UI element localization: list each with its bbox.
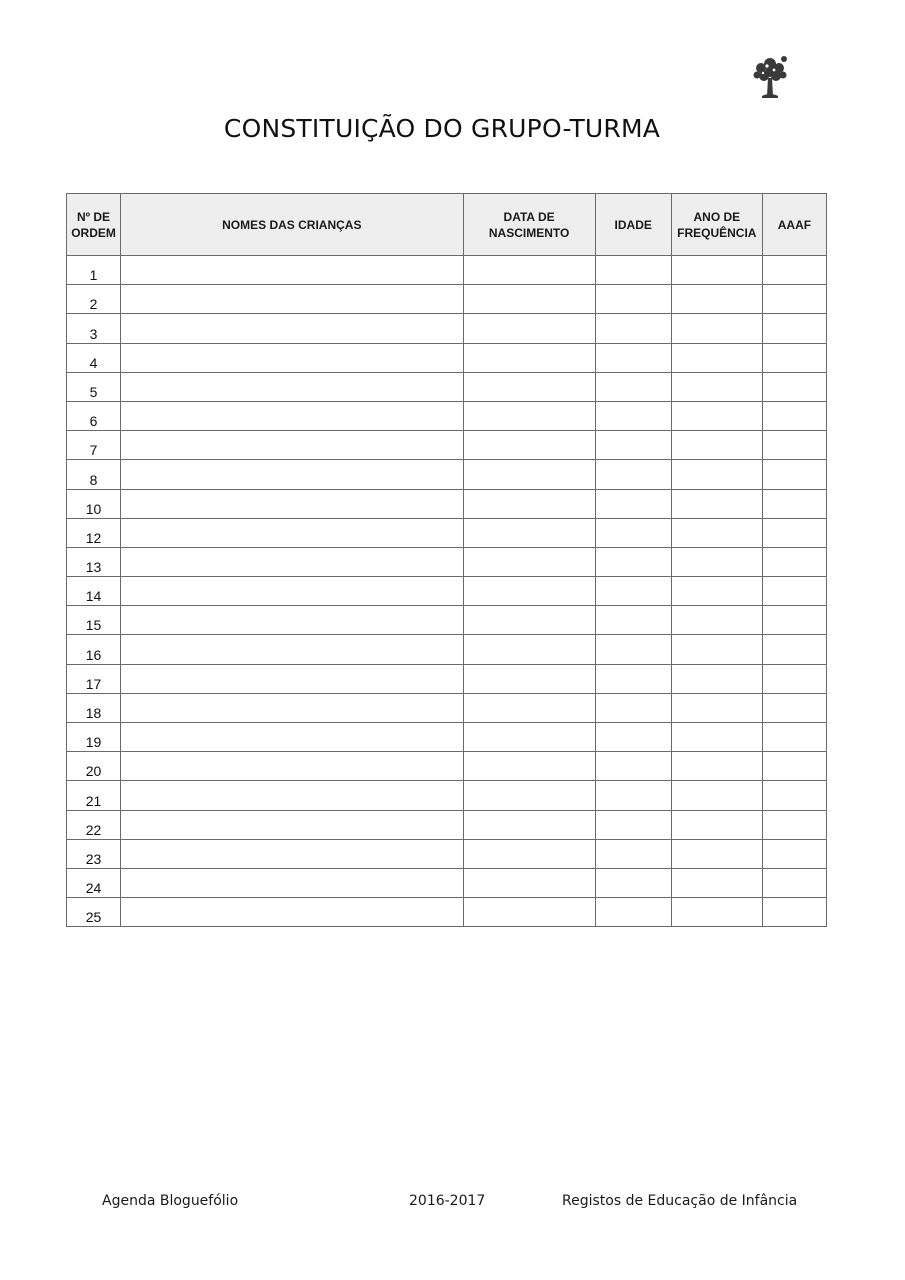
- cell-age[interactable]: [595, 606, 671, 635]
- cell-aaaf[interactable]: [762, 723, 826, 752]
- cell-age[interactable]: [595, 518, 671, 547]
- cell-order-number: 4: [67, 343, 121, 372]
- cell-birth-date[interactable]: [463, 693, 595, 722]
- cell-child-name[interactable]: [121, 547, 463, 576]
- cell-order-number: 21: [67, 781, 121, 810]
- table-row: [67, 693, 827, 722]
- cell-child-name[interactable]: [121, 868, 463, 897]
- cell-child-name[interactable]: [121, 898, 463, 927]
- cell-attendance-year[interactable]: [671, 431, 762, 460]
- cell-order-number: 6: [67, 401, 121, 430]
- cell-order-number: 15: [67, 606, 121, 635]
- cell-order-number: 19: [67, 723, 121, 752]
- cell-attendance-year[interactable]: [671, 343, 762, 372]
- cell-age[interactable]: [595, 810, 671, 839]
- cell-attendance-year[interactable]: [671, 372, 762, 401]
- cell-age[interactable]: [595, 664, 671, 693]
- cell-child-name[interactable]: [121, 285, 463, 314]
- cell-child-name[interactable]: [121, 693, 463, 722]
- cell-birth-date[interactable]: [463, 898, 595, 927]
- cell-age[interactable]: [595, 635, 671, 664]
- cell-birth-date[interactable]: [463, 810, 595, 839]
- cell-child-name[interactable]: [121, 577, 463, 606]
- cell-child-name[interactable]: [121, 256, 463, 285]
- cell-birth-date[interactable]: [463, 489, 595, 518]
- cell-age[interactable]: [595, 285, 671, 314]
- cell-birth-date[interactable]: [463, 839, 595, 868]
- table-row: [67, 781, 827, 810]
- cell-attendance-year[interactable]: [671, 664, 762, 693]
- cell-child-name[interactable]: [121, 460, 463, 489]
- cell-birth-date[interactable]: [463, 635, 595, 664]
- header-label: NOMES DAS CRIANÇAS: [222, 217, 362, 232]
- cell-age[interactable]: [595, 752, 671, 781]
- cell-order-number: 16: [67, 635, 121, 664]
- table-row: [67, 635, 827, 664]
- table-row: [67, 752, 827, 781]
- cell-aaaf[interactable]: [762, 460, 826, 489]
- cell-attendance-year[interactable]: [671, 781, 762, 810]
- cell-attendance-year[interactable]: [671, 868, 762, 897]
- cell-aaaf[interactable]: [762, 431, 826, 460]
- cell-attendance-year[interactable]: [671, 401, 762, 430]
- cell-aaaf[interactable]: [762, 664, 826, 693]
- cell-birth-date[interactable]: [463, 664, 595, 693]
- cell-order-number: 7: [67, 431, 121, 460]
- cell-age[interactable]: [595, 868, 671, 897]
- header-label: ORDEM: [71, 225, 116, 240]
- cell-child-name[interactable]: [121, 372, 463, 401]
- table-row: [67, 314, 827, 343]
- header-label: FREQUÊNCIA: [677, 225, 757, 240]
- cell-aaaf[interactable]: [762, 752, 826, 781]
- cell-birth-date[interactable]: [463, 431, 595, 460]
- cell-aaaf[interactable]: [762, 868, 826, 897]
- header-birth-date: [463, 194, 595, 256]
- cell-child-name[interactable]: [121, 314, 463, 343]
- cell-attendance-year[interactable]: [671, 518, 762, 547]
- cell-age[interactable]: [595, 343, 671, 372]
- cell-attendance-year[interactable]: [671, 489, 762, 518]
- cell-age[interactable]: [595, 839, 671, 868]
- cell-aaaf[interactable]: [762, 577, 826, 606]
- cell-attendance-year[interactable]: [671, 460, 762, 489]
- cell-child-name[interactable]: [121, 781, 463, 810]
- cell-attendance-year[interactable]: [671, 723, 762, 752]
- table-row: [67, 723, 827, 752]
- footer-center: 2016-2017: [409, 1193, 486, 1209]
- cell-birth-date[interactable]: [463, 752, 595, 781]
- cell-child-name[interactable]: [121, 606, 463, 635]
- cell-child-name[interactable]: [121, 810, 463, 839]
- table-row: [67, 372, 827, 401]
- cell-age[interactable]: [595, 372, 671, 401]
- cell-child-name[interactable]: [121, 664, 463, 693]
- cell-age[interactable]: [595, 547, 671, 576]
- cell-aaaf[interactable]: [762, 839, 826, 868]
- table-row: [67, 401, 827, 430]
- cell-birth-date[interactable]: [463, 256, 595, 285]
- table-row: [67, 577, 827, 606]
- cell-child-name[interactable]: [121, 723, 463, 752]
- cell-order-number: 14: [67, 577, 121, 606]
- cell-birth-date[interactable]: [463, 285, 595, 314]
- cell-birth-date[interactable]: [463, 577, 595, 606]
- header-attendance-year: [671, 194, 762, 256]
- cell-aaaf[interactable]: [762, 489, 826, 518]
- class-roster-table: [66, 193, 827, 927]
- cell-order-number: 13: [67, 547, 121, 576]
- cell-order-number: 23: [67, 839, 121, 868]
- tree-people-icon: [750, 52, 790, 102]
- table-body: [67, 256, 827, 927]
- header-age: [595, 194, 671, 256]
- cell-attendance-year[interactable]: [671, 256, 762, 285]
- cell-aaaf[interactable]: [762, 635, 826, 664]
- cell-aaaf[interactable]: [762, 898, 826, 927]
- cell-age[interactable]: [595, 781, 671, 810]
- header-label: ANO DE: [693, 209, 741, 224]
- cell-order-number: 12: [67, 518, 121, 547]
- cell-birth-date[interactable]: [463, 723, 595, 752]
- cell-birth-date[interactable]: [463, 460, 595, 489]
- table-row: [67, 489, 827, 518]
- cell-aaaf[interactable]: [762, 547, 826, 576]
- cell-attendance-year[interactable]: [671, 547, 762, 576]
- header-label: IDADE: [614, 217, 652, 232]
- cell-child-name[interactable]: [121, 518, 463, 547]
- table-row: [67, 839, 827, 868]
- cell-birth-date[interactable]: [463, 547, 595, 576]
- cell-attendance-year[interactable]: [671, 314, 762, 343]
- cell-order-number: 24: [67, 868, 121, 897]
- table-row: [67, 343, 827, 372]
- table-row: [67, 547, 827, 576]
- cell-child-name[interactable]: [121, 839, 463, 868]
- cell-attendance-year[interactable]: [671, 285, 762, 314]
- cell-child-name[interactable]: [121, 752, 463, 781]
- table-header-row: [67, 194, 827, 256]
- cell-attendance-year[interactable]: [671, 810, 762, 839]
- cell-attendance-year[interactable]: [671, 577, 762, 606]
- header-label: Nº DE: [77, 209, 111, 224]
- cell-order-number: 10: [67, 489, 121, 518]
- cell-birth-date[interactable]: [463, 606, 595, 635]
- cell-attendance-year[interactable]: [671, 693, 762, 722]
- cell-age[interactable]: [595, 693, 671, 722]
- table-row: [67, 285, 827, 314]
- footer-left: Agenda Bloguefólio: [102, 1193, 239, 1209]
- cell-aaaf[interactable]: [762, 401, 826, 430]
- cell-age[interactable]: [595, 577, 671, 606]
- cell-attendance-year[interactable]: [671, 635, 762, 664]
- cell-aaaf[interactable]: [762, 372, 826, 401]
- header-label: AAAF: [777, 217, 812, 232]
- cell-child-name[interactable]: [121, 635, 463, 664]
- cell-birth-date[interactable]: [463, 518, 595, 547]
- cell-aaaf[interactable]: [762, 314, 826, 343]
- cell-age[interactable]: [595, 489, 671, 518]
- cell-aaaf[interactable]: [762, 518, 826, 547]
- cell-order-number: 1: [67, 256, 121, 285]
- header-label: DATA DE: [503, 209, 555, 224]
- page-title: CONSTITUIÇÃO DO GRUPO-TURMA: [223, 114, 661, 143]
- cell-age[interactable]: [595, 898, 671, 927]
- cell-aaaf[interactable]: [762, 693, 826, 722]
- cell-attendance-year[interactable]: [671, 898, 762, 927]
- header-label: NASCIMENTO: [488, 225, 570, 240]
- header-order-number: [67, 194, 121, 256]
- cell-age[interactable]: [595, 256, 671, 285]
- table-row: [67, 868, 827, 897]
- cell-birth-date[interactable]: [463, 868, 595, 897]
- cell-aaaf[interactable]: [762, 343, 826, 372]
- cell-age[interactable]: [595, 314, 671, 343]
- table-row: [67, 810, 827, 839]
- cell-child-name[interactable]: [121, 343, 463, 372]
- table-row: [67, 664, 827, 693]
- cell-child-name[interactable]: [121, 431, 463, 460]
- header-child-names: [121, 194, 463, 256]
- cell-order-number: 22: [67, 810, 121, 839]
- cell-age[interactable]: [595, 460, 671, 489]
- cell-birth-date[interactable]: [463, 372, 595, 401]
- cell-age[interactable]: [595, 431, 671, 460]
- footer-right: Registos de Educação de Infância: [562, 1193, 798, 1209]
- cell-age[interactable]: [595, 401, 671, 430]
- cell-child-name[interactable]: [121, 489, 463, 518]
- cell-birth-date[interactable]: [463, 343, 595, 372]
- cell-order-number: 17: [67, 664, 121, 693]
- cell-child-name[interactable]: [121, 401, 463, 430]
- cell-birth-date[interactable]: [463, 401, 595, 430]
- cell-attendance-year[interactable]: [671, 839, 762, 868]
- cell-aaaf[interactable]: [762, 256, 826, 285]
- table-row: [67, 256, 827, 285]
- cell-aaaf[interactable]: [762, 781, 826, 810]
- table-row: [67, 518, 827, 547]
- cell-order-number: 5: [67, 372, 121, 401]
- cell-order-number: 20: [67, 752, 121, 781]
- cell-attendance-year[interactable]: [671, 752, 762, 781]
- table-row: [67, 460, 827, 489]
- cell-order-number: 2: [67, 285, 121, 314]
- cell-birth-date[interactable]: [463, 314, 595, 343]
- cell-aaaf[interactable]: [762, 285, 826, 314]
- cell-order-number: 8: [67, 460, 121, 489]
- table-row: [67, 898, 827, 927]
- cell-order-number: 25: [67, 898, 121, 927]
- cell-order-number: 18: [67, 693, 121, 722]
- table-row: [67, 431, 827, 460]
- cell-birth-date[interactable]: [463, 781, 595, 810]
- table-row: [67, 606, 827, 635]
- cell-attendance-year[interactable]: [671, 606, 762, 635]
- cell-aaaf[interactable]: [762, 606, 826, 635]
- cell-order-number: 3: [67, 314, 121, 343]
- header-aaaf: [762, 194, 826, 256]
- cell-aaaf[interactable]: [762, 810, 826, 839]
- cell-age[interactable]: [595, 723, 671, 752]
